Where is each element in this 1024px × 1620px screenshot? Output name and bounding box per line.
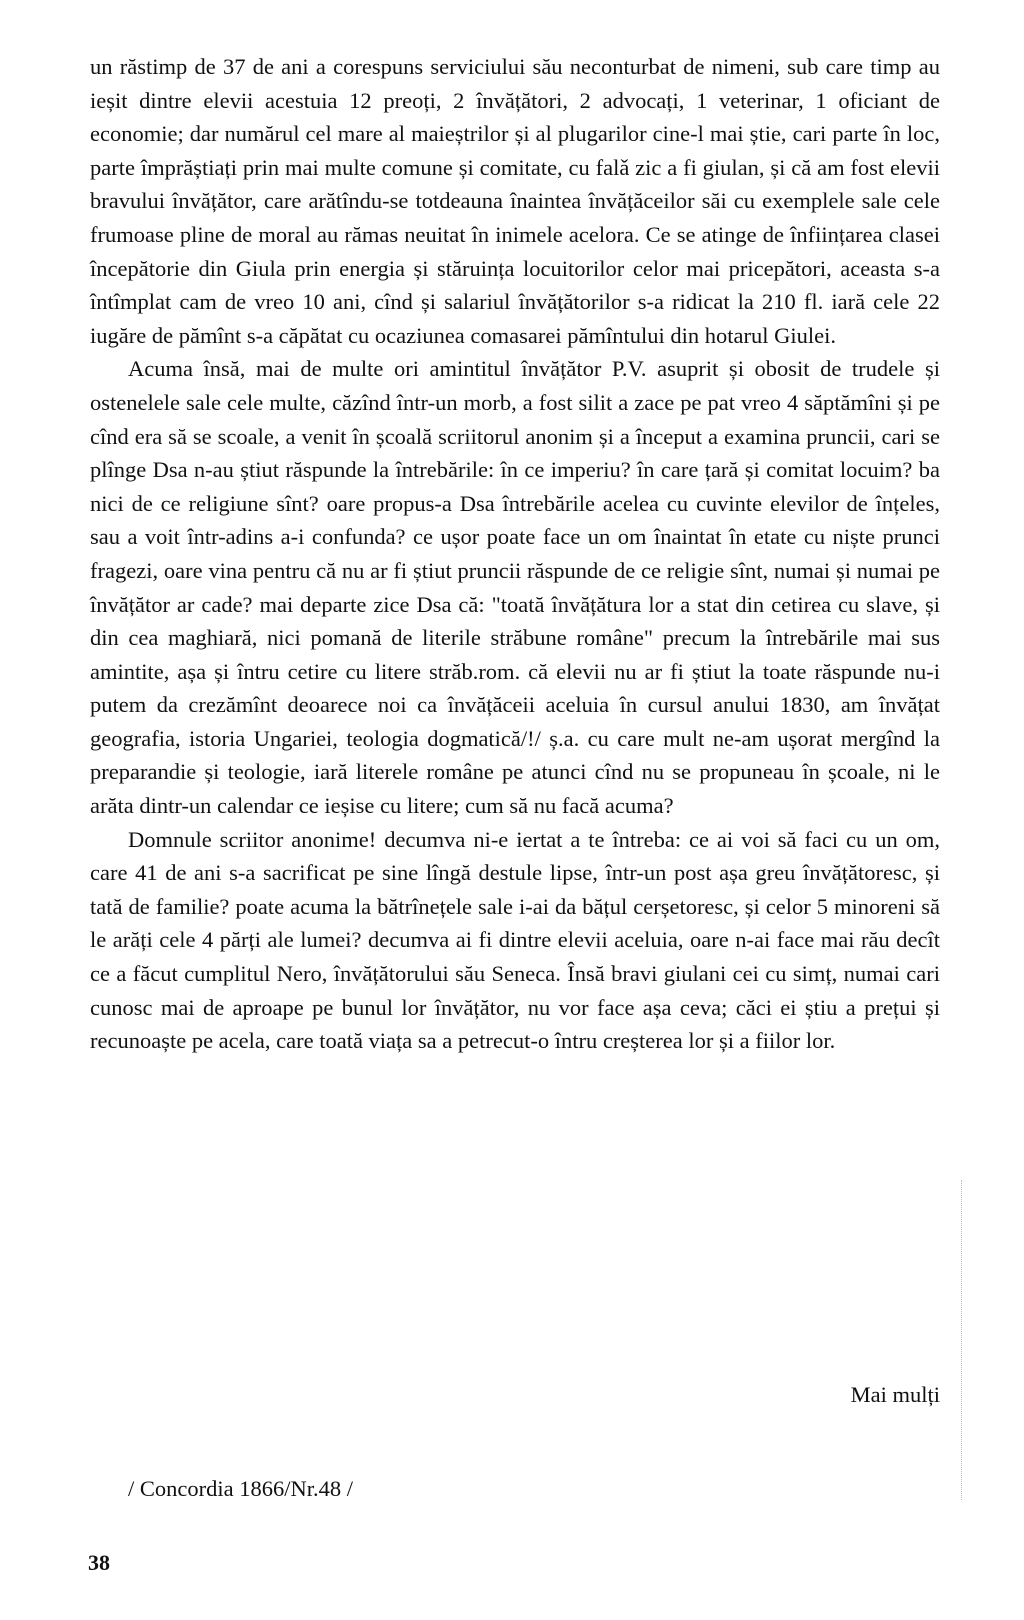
signature: Mai mulți: [850, 1382, 940, 1407]
document-body: [90, 50, 940, 1058]
paragraph-continuation: un răstimp de 37 de ani a corespuns serviciului său neconturbat de nimeni, sub care timp au ieșit dintre elevii acestuia 12 preoți, 2 învățători, 2 advocați, 1 veterinar, 1 oficiant de economie; dar numărul cel mare al maieștrilor și al plugarilor cine-l mai știe, cari parte în loc, parte împrăștiați prin mai multe comune și comitate, cu falǎ zic a fi giulan, și că am fost elevii bravului învățător, care arătîndu-se totdeauna înaintea învățăceilor săi cu exemplele sale cele frumoase pline de moral au rămas neuitat în inimele acelora. Ce se atinge de înființarea clasei începătorie din Giula prin energia și stăruința locuitorilor celor mai pricepători, aceasta s-a întîmplat cam de vreo 10 ani, cînd și salariul învățătorilor s-a ridicat la 210 fl. iară cele 22 iugăre de pămînt s-a căpătat cu ocaziunea comasarei pămîntului din hotarul Giulei.: [90, 54, 940, 348]
page-number: 38: [88, 1550, 110, 1575]
source-citation: / Concordia 1866/Nr.48 /: [128, 1476, 353, 1501]
paragraph-examination: Acuma însă, mai de multe ori amintitul învățător P.V. asuprit și obosit de trudele și ostenelele sale cele multe, căzînd într-un morb, a fost silit a zace pe pat vreo 4 săptămîni și pe cînd era să se scoale, a venit în școală scriitorul anonim și a început a examina pruncii, cari se plînge Dsa n-au știut răspunde la întrebările: în ce imperiu? în care țară și comitat locuim? ba nici de ce religiune sînt? oare propus-a Dsa întrebările acelea cu cuvinte elevilor de înțeles, sau a voit într-adins a-i confunda? ce ușor poate face un om înaintat în etate cu niște prunci fragezi, oare vina pentru că nu ar fi știut pruncii răspunde de ce religie sînt, numai și numai pe învățător ar cade? mai departe zice Dsa că: "toată învățătura lor a stat din cetirea cu slave, și din cea maghiară, nici pomană de literile străbune române" precum la întrebările mai sus amintite, așa și întru cetire cu litere străb.rom. că elevii nu ar fi știut la toate răspunde nu-i putem da crezămînt deoarece noi ca învățăceii aceluia în cursul anului 1830, am învățat geografia, istoria Ungariei, teologia dogmatică/!/ ș.a. cu care mult ne-am ușorat mergînd la preparandie și teologie, iară literele române pe atunci cînd nu se propuneau în școale, ni le arăta dintr-un calendar ce ieșise cu litere; cum să nu facă acuma?: [90, 356, 940, 819]
margin-scan-artifact: [947, 1180, 962, 1500]
paragraph-address-to-author: Domnule scriitor anonime! decumva ni-e iertat a te întreba: ce ai voi să faci cu un om, care 41 de ani s-a sacrificat pe sine lîngă destule lipse, într-un post așa greu învățătoresc, și tată de familie? poate acuma la bătrînețele sale i-ai da bățul cerșetoresc, și celor 5 minoreni să le arăți cele 4 părți ale lumei? decumva ai fi dintre elevii aceluia, oare n-ai face mai rău decît ce a făcut cumplitul Nero, învățătorului său Seneca. Însă bravi giulani cei cu simț, numai cari cunosc mai de aproape pe bunul lor învățător, nu vor face așa ceva; căci ei știu a prețui și recunoaște pe acela, care toată viața sa a petrecut-o întru creșterea lor și a fiilor lor.: [90, 826, 940, 1054]
